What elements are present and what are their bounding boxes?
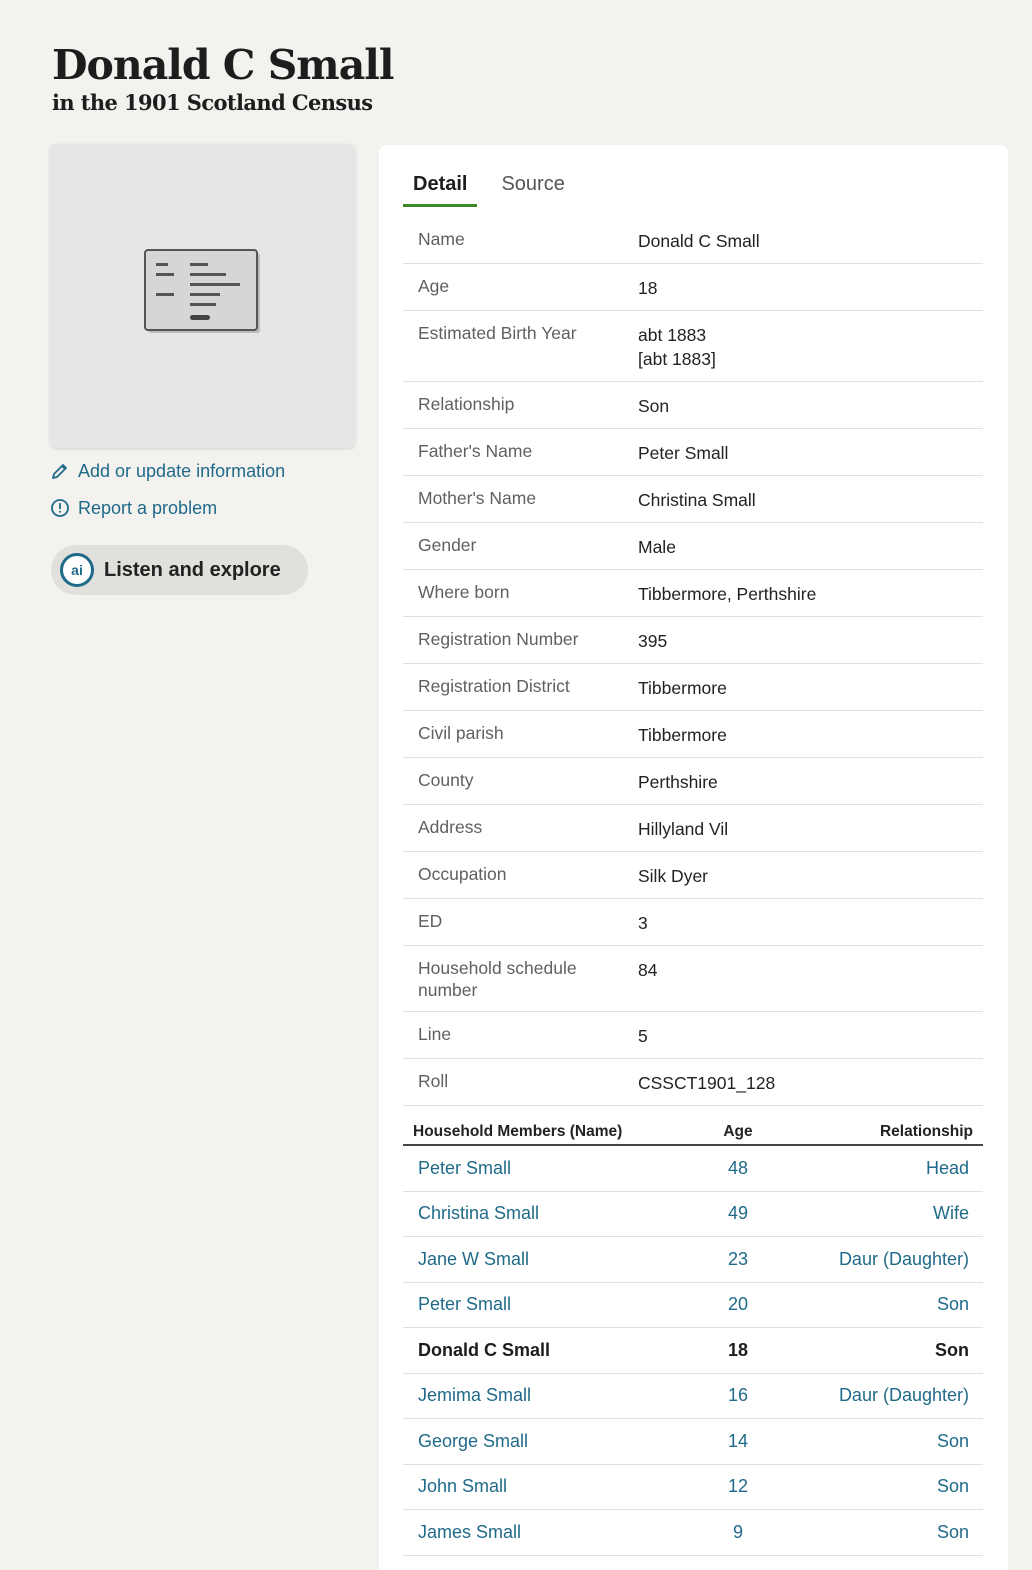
detail-value-text: Donald C Small — [638, 231, 760, 251]
member-relationship[interactable]: Daur (Daughter) — [838, 1385, 969, 1406]
detail-label: Age — [418, 276, 450, 296]
member-name[interactable]: George Small — [418, 1430, 529, 1451]
detail-row — [403, 617, 983, 664]
report-problem-label: Report a problem — [78, 497, 218, 518]
detail-label: Estimated Birth Year — [418, 323, 577, 343]
detail-value — [638, 722, 983, 747]
record-image-placeholder[interactable] — [50, 144, 355, 448]
detail-value-text: Son — [638, 396, 670, 416]
detail-row — [403, 1012, 983, 1059]
detail-value-text: CSSCT1901_128 — [638, 1073, 776, 1093]
detail-value-text: 5 — [638, 1026, 648, 1046]
report-problem-link[interactable] — [50, 495, 285, 521]
household-row[interactable] — [403, 1510, 983, 1556]
member-name[interactable]: Jane W Small — [418, 1248, 530, 1269]
detail-value — [638, 1023, 983, 1048]
detail-label: Occupation — [418, 864, 507, 884]
detail-label: Registration District — [418, 676, 570, 696]
household-row[interactable] — [403, 1283, 983, 1329]
detail-value — [638, 487, 983, 512]
detail-label: Household schedule number — [418, 958, 577, 1000]
sidebar-links — [50, 458, 285, 532]
member-age[interactable]: 48 — [727, 1157, 749, 1178]
ai-icon: ai — [60, 553, 94, 587]
detail-value-text: Silk Dyer — [638, 866, 709, 886]
member-relationship[interactable]: Wife — [933, 1203, 969, 1224]
detail-row — [403, 852, 983, 899]
member-relationship: Son — [935, 1339, 969, 1360]
household-header — [403, 1119, 983, 1146]
detail-label: Father's Name — [418, 441, 533, 461]
household-header-name: Household Members (Name) — [413, 1122, 623, 1140]
household-row[interactable] — [403, 1237, 983, 1283]
detail-value-text: 3 — [638, 913, 648, 933]
detail-value-text: Tibbermore — [638, 725, 727, 745]
detail-value-text: Perthshire — [638, 772, 718, 792]
detail-value-text: Tibbermore — [638, 678, 727, 698]
page-header — [52, 40, 393, 115]
member-relationship[interactable]: Son — [936, 1476, 969, 1497]
detail-value-text: abt 1883 — [638, 325, 707, 345]
listen-explore-button[interactable] — [51, 545, 308, 595]
document-icon — [144, 249, 262, 335]
detail-label: Mother's Name — [418, 488, 537, 508]
member-relationship[interactable]: Daur (Daughter) — [838, 1248, 969, 1269]
detail-row — [403, 946, 983, 1012]
member-name[interactable]: Christina Small — [418, 1203, 540, 1224]
detail-value-text: Peter Small — [638, 443, 729, 463]
household-row — [403, 1328, 983, 1374]
detail-value — [638, 275, 983, 300]
detail-row — [403, 805, 983, 852]
detail-value-text: 395 — [638, 631, 668, 651]
detail-value — [638, 628, 983, 653]
detail-value — [638, 1070, 983, 1095]
member-relationship[interactable]: Son — [936, 1521, 969, 1542]
detail-value — [638, 322, 983, 371]
tab-detail[interactable]: Detail — [403, 167, 477, 207]
page-subtitle: in the 1901 Scotland Census — [52, 90, 373, 115]
detail-value-secondary: [abt 1883] — [638, 349, 716, 369]
member-age[interactable]: 9 — [732, 1521, 743, 1542]
add-update-info-link[interactable] — [50, 458, 285, 484]
member-age[interactable]: 14 — [727, 1430, 749, 1451]
add-update-info-label: Add or update information — [78, 460, 286, 481]
detail-value — [638, 957, 983, 1001]
detail-value — [638, 228, 983, 253]
detail-value — [638, 393, 983, 418]
page-title: Donald C Small — [52, 41, 394, 89]
detail-row — [403, 217, 983, 264]
detail-value-text: Christina Small — [638, 490, 756, 510]
household-row[interactable] — [403, 1419, 983, 1465]
detail-row — [403, 570, 983, 617]
detail-label: Relationship — [418, 394, 515, 414]
household-header-age: Age — [723, 1122, 753, 1140]
detail-value — [638, 534, 983, 559]
detail-label: County — [418, 770, 474, 790]
detail-value-text: Male — [638, 537, 676, 557]
pencil-icon — [50, 461, 70, 481]
listen-explore-label: Listen and explore — [104, 558, 281, 581]
member-age[interactable]: 23 — [727, 1248, 749, 1269]
detail-row — [403, 1059, 983, 1106]
detail-label: Address — [418, 817, 483, 837]
record-tabs — [403, 167, 589, 207]
detail-value — [638, 440, 983, 465]
detail-row — [403, 664, 983, 711]
household-row[interactable] — [403, 1192, 983, 1238]
member-age: 18 — [727, 1339, 749, 1360]
household-table — [403, 1119, 983, 1556]
member-name[interactable]: Peter Small — [418, 1157, 512, 1178]
member-age[interactable]: 16 — [727, 1385, 749, 1406]
detail-label: Where born — [418, 582, 510, 602]
member-age[interactable]: 49 — [727, 1203, 749, 1224]
alert-circle-icon — [50, 498, 70, 518]
detail-label: Civil parish — [418, 723, 504, 743]
member-age[interactable]: 12 — [727, 1476, 749, 1497]
detail-row — [403, 523, 983, 570]
member-name[interactable]: Peter Small — [418, 1294, 512, 1315]
member-relationship[interactable]: Son — [936, 1430, 969, 1451]
detail-value — [638, 816, 983, 841]
detail-row — [403, 476, 983, 523]
household-rows — [403, 1146, 983, 1556]
tab-source[interactable]: Source — [501, 173, 565, 195]
detail-label: Name — [418, 229, 465, 249]
detail-row — [403, 311, 983, 382]
detail-row — [403, 899, 983, 946]
member-relationship[interactable]: Son — [936, 1294, 969, 1315]
detail-value — [638, 863, 983, 888]
household-row[interactable] — [403, 1465, 983, 1511]
detail-label: Line — [418, 1024, 452, 1044]
detail-value-text: Hillyland Vil — [638, 819, 729, 839]
detail-row — [403, 711, 983, 758]
household-row[interactable] — [403, 1374, 983, 1420]
detail-label: ED — [418, 911, 443, 931]
member-age[interactable]: 20 — [727, 1294, 749, 1315]
detail-value-text: 84 — [638, 960, 658, 980]
detail-row — [403, 429, 983, 476]
detail-label: Roll — [418, 1071, 449, 1091]
record-panel — [379, 145, 1008, 1570]
member-name[interactable]: James Small — [418, 1521, 522, 1542]
member-relationship[interactable]: Head — [925, 1157, 969, 1178]
detail-table — [403, 217, 983, 1106]
member-name: Donald C Small — [418, 1339, 551, 1360]
detail-value — [638, 581, 983, 606]
detail-row — [403, 382, 983, 429]
household-row[interactable] — [403, 1146, 983, 1192]
detail-label: Registration Number — [418, 629, 579, 649]
detail-value-text: 18 — [638, 278, 658, 298]
detail-value-text: Tibbermore, Perthshire — [638, 584, 817, 604]
member-name[interactable]: Jemima Small — [418, 1385, 532, 1406]
detail-value — [638, 769, 983, 794]
detail-label: Gender — [418, 535, 477, 555]
member-name[interactable]: John Small — [418, 1476, 508, 1497]
household-header-relationship: Relationship — [879, 1122, 973, 1140]
detail-value — [638, 910, 983, 935]
detail-value — [638, 675, 983, 700]
detail-row — [403, 758, 983, 805]
detail-row — [403, 264, 983, 311]
